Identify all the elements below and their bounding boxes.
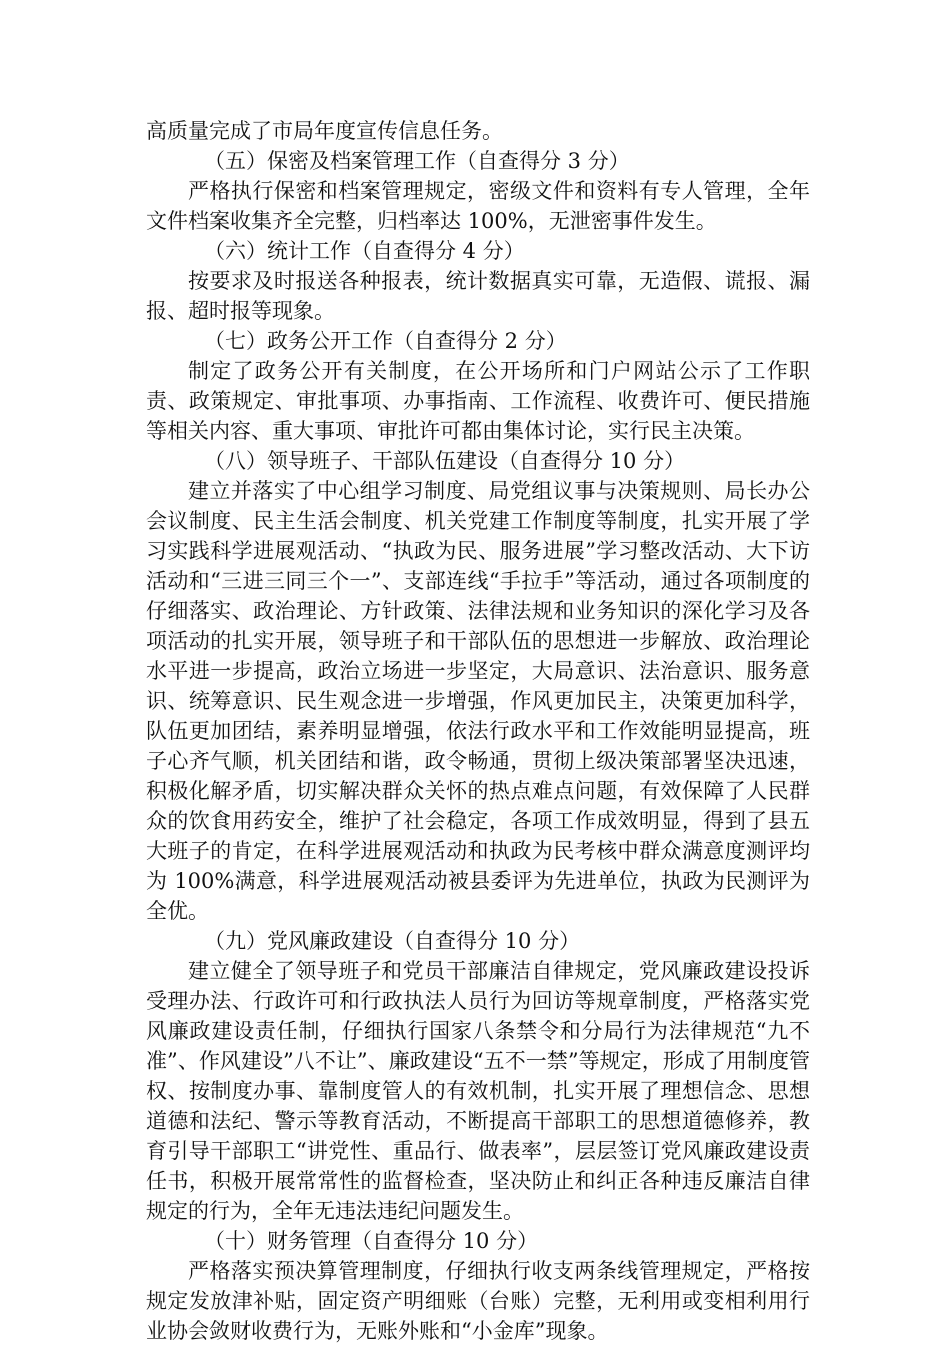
section-paragraph-10: 严格落实预决算管理制度，仔细执行收支两条线管理规定，严格按规定发放津补贴，固定资产明细账（台账）完整，无利用或变相利用行业协会敛财收费行为，无账外账和“小金库”现象。: [146, 1259, 810, 1343]
section-heading-9: （九）党风廉政建设（自查得分 10 分）: [204, 929, 581, 953]
section-paragraph-7: 制定了政务公开有关制度，在公开场所和门户网站公示了工作职责、政策规定、审批事项、办事指南、工作流程、收费许可、便民措施等相关内容、重大事项、审批许可都由集体讨论，实行民主决策。: [146, 359, 810, 443]
continuation-paragraph: 高质量完成了市局年度宣传信息任务。: [146, 119, 503, 143]
section-paragraph-5: 严格执行保密和档案管理规定，密级文件和资料有专人管理，全年文件档案收集齐全完整，归档率达 100%，无泄密事件发生。: [146, 179, 810, 233]
section-paragraph-9: 建立健全了领导班子和党员干部廉洁自律规定，党风廉政建设投诉受理办法、行政许可和行政执法人员行为回访等规章制度，严格落实党风廉政建设责任制，仔细执行国家八条禁令和分局行为法律规范“九不准”、作风建设”八不让”、廉政建设“五不一禁”等规定，形成了用制度管权、按制度办事、靠制度管人的有效机制，扎实开展了理想信念、思想道德和法纪、警示等教育活动，不断提高干部职工的思想道德修养，教育引导干部职工“讲党性、重品行、做表率”，层层签订党风廉政建设责任书，积极开展常常性的监督检查，坚决防止和纠正各种违反廉洁自律规定的行为，全年无违法违纪问题发生。: [146, 959, 810, 1223]
section-paragraph-6: 按要求及时报送各种报表，统计数据真实可靠，无造假、谎报、漏报、超时报等现象。: [146, 269, 810, 323]
section-heading-7: （七）政务公开工作（自查得分 2 分）: [204, 329, 567, 353]
section-heading-5: （五）保密及档案管理工作（自查得分 3 分）: [204, 149, 630, 173]
section-heading-6: （六）统计工作（自查得分 4 分）: [204, 239, 525, 263]
section-paragraph-8: 建立并落实了中心组学习制度、局党组议事与决策规则、局长办公会议制度、民主生活会制度、机关党建工作制度等制度，扎实开展了学习实践科学进展观活动、“执政为民、服务进展”学习整改活动、大下访活动和“三进三同三个一”、支部连线“手拉手”等活动，通过各项制度的仔细落实、政治理论、方针政策、法律法规和业务知识的深化学习及各项活动的扎实开展，领导班子和干部队伍的思想进一步解放、政治理论水平进一步提高，政治立场进一步坚定，大局意识、法治意识、服务意识、统筹意识、民生观念进一步增强，作风更加民主，决策更加科学，队伍更加团结，素养明显增强，依法行政水平和工作效能明显提高，班子心齐气顺，机关团结和谐，政令畅通，贯彻上级决策部署坚决迅速，积极化解矛盾，切实解决群众关怀的热点难点问题，有效保障了人民群众的饮食用药安全，维护了社会稳定，各项工作成效明显，得到了县五大班子的肯定，在科学进展观活动和执政为民考核中群众满意度测评均为 100%满意，科学进展观活动被县委评为先进单位，执政为民测评为全优。: [146, 479, 810, 923]
section-heading-10: （十）财务管理（自查得分 10 分）: [204, 1229, 539, 1253]
document-body: [146, 116, 810, 1346]
section-heading-8: （八）领导班子、干部队伍建设（自查得分 10 分）: [204, 449, 686, 473]
